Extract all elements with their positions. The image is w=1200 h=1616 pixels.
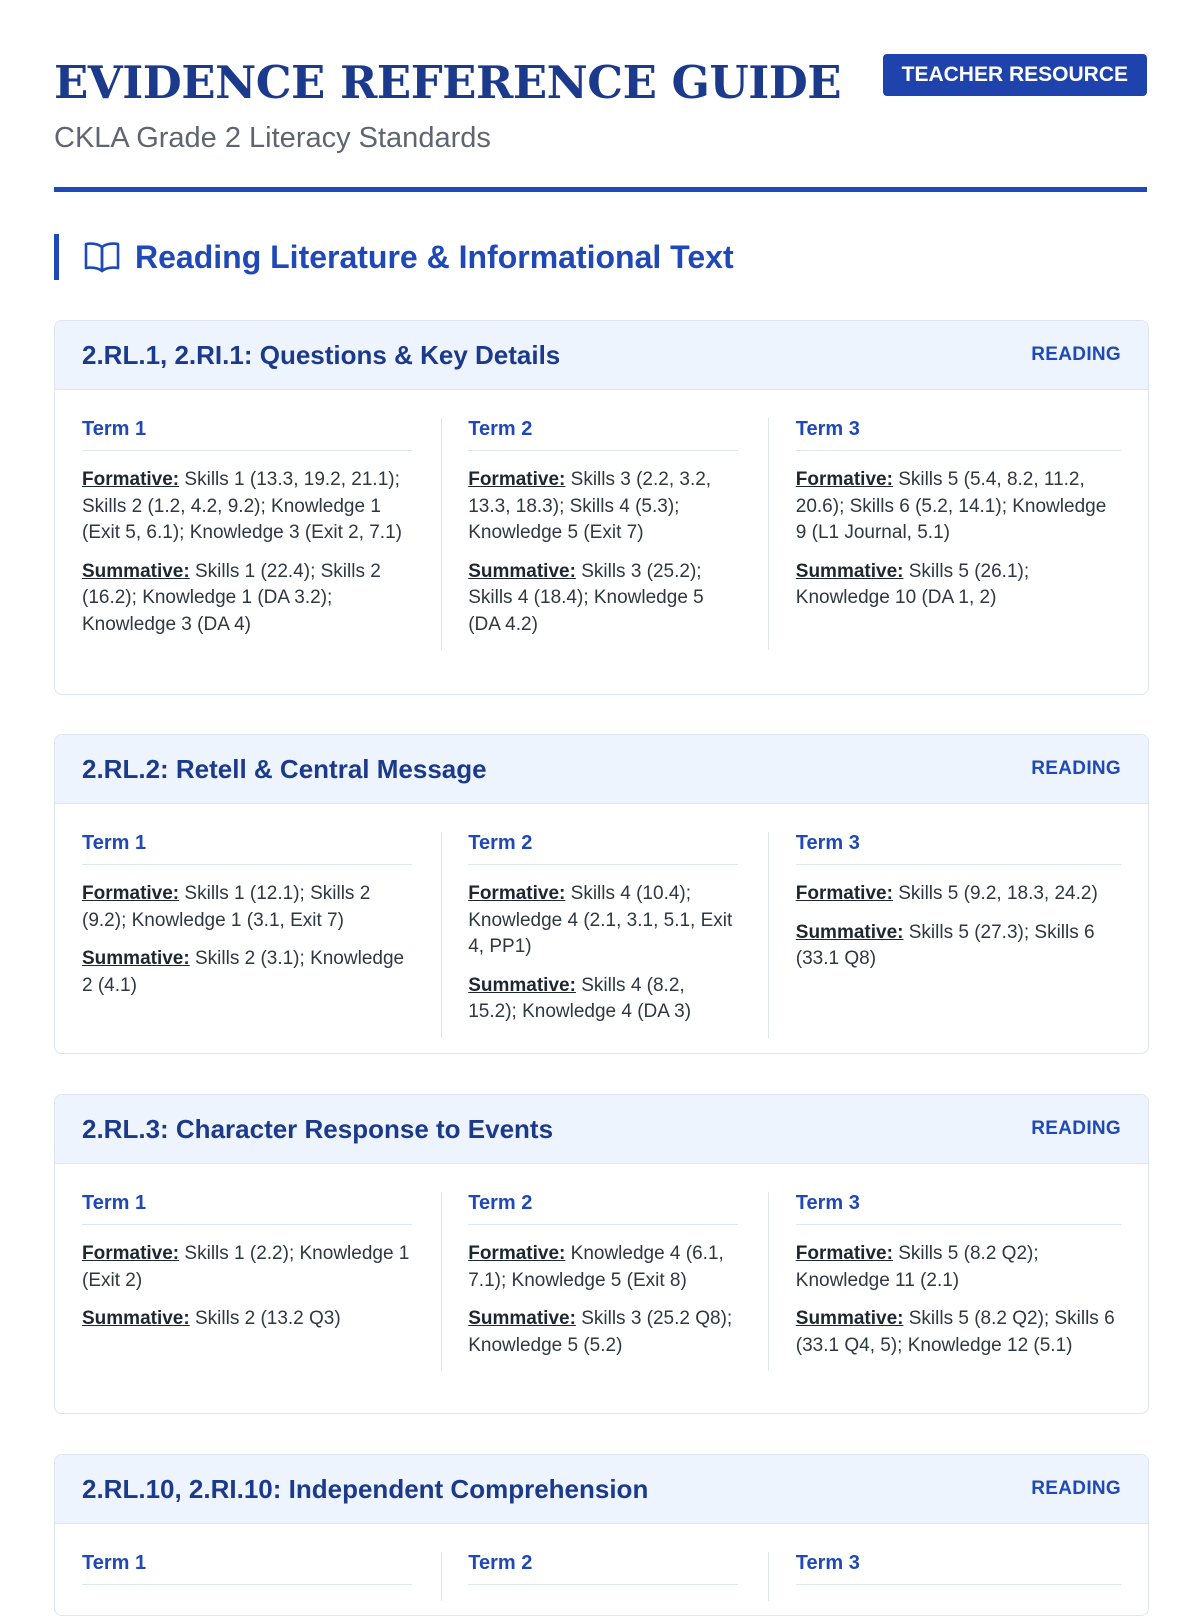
card-header — [55, 321, 1148, 390]
book-open-icon — [83, 241, 121, 273]
header-divider — [54, 187, 1147, 192]
summative-label: Summative: — [468, 560, 576, 582]
term-heading: Term 1 — [82, 1552, 412, 1585]
card-body — [55, 1524, 1148, 1601]
term-heading: Term 1 — [82, 418, 412, 451]
term-column — [768, 1552, 1121, 1601]
formative-text: Skills 5 (8.2 Q2); Knowledge 11 (2.1) — [795, 1243, 1039, 1291]
summative-text: Skills 2 (13.2 Q3) — [194, 1308, 341, 1329]
term-heading: Term 2 — [468, 1552, 738, 1585]
term-column — [441, 1552, 768, 1601]
formative-entry — [82, 1241, 412, 1294]
formative-entry — [468, 881, 738, 961]
standard-card — [54, 1094, 1149, 1414]
card-tag: READING — [1031, 1478, 1121, 1499]
term-column — [82, 1552, 441, 1601]
formative-text: Skills 1 (13.3, 19.2, 21.1); Skills 2 (1.2, 4.2, 9.2); Knowledge 1 (Exit 5, 6.1); Knowledge 3 (Exit 2, 7.1) — [82, 469, 402, 543]
summative-text: Skills 2 (3.1); Knowledge 2 (4.1) — [82, 948, 405, 996]
term-heading: Term 1 — [82, 832, 412, 865]
formative-text: Knowledge 4 (6.1, 7.1); Knowledge 5 (Exit 8) — [468, 1243, 724, 1291]
standard-card — [54, 320, 1149, 695]
standard-card — [54, 734, 1149, 1054]
term-heading: Term 1 — [82, 1192, 412, 1225]
term-heading: Term 3 — [796, 1552, 1121, 1585]
summative-text: Skills 5 (8.2 Q2); Skills 6 (33.1 Q4, 5); Knowledge 12 (5.1) — [795, 1308, 1115, 1356]
summative-entry — [82, 559, 412, 639]
formative-label: Formative: — [795, 883, 893, 904]
card-title: 2.RL.2: Retell & Central Message — [82, 753, 487, 784]
page-subtitle: CKLA Grade 2 Literacy Standards — [54, 122, 491, 154]
formative-text: Skills 1 (2.2); Knowledge 1 (Exit 2) — [82, 1243, 410, 1291]
summative-text: Skills 5 (26.1); Knowledge 10 (DA 1, 2) — [795, 560, 1030, 608]
term-heading: Term 2 — [468, 1192, 738, 1225]
standard-card — [54, 1454, 1149, 1616]
summative-entry — [468, 1306, 738, 1359]
page-title: EVIDENCE REFERENCE GUIDE — [54, 56, 842, 109]
formative-entry — [468, 467, 738, 547]
term-heading: Term 2 — [468, 832, 738, 865]
summative-entry — [796, 1306, 1121, 1359]
section-heading — [54, 233, 734, 281]
formative-label: Formative: — [795, 1243, 893, 1264]
summative-label: Summative: — [82, 1308, 190, 1329]
term-column — [82, 832, 441, 1038]
term-heading: Term 3 — [796, 832, 1121, 865]
card-title: 2.RL.10, 2.RI.10: Independent Comprehension — [82, 1473, 649, 1504]
term-column — [768, 418, 1121, 650]
term-heading: Term 3 — [796, 418, 1121, 451]
formative-entry — [468, 1241, 738, 1294]
summative-entry — [796, 920, 1121, 973]
summative-entry — [82, 946, 412, 999]
formative-label: Formative: — [795, 469, 893, 490]
formative-label: Formative: — [468, 883, 566, 904]
formative-text: Skills 5 (5.4, 8.2, 11.2, 20.6); Skills 6 (5.2, 14.1); Knowledge 9 (L1 Journal, 5.1) — [795, 469, 1107, 543]
summative-label: Summative: — [795, 921, 904, 943]
term-heading: Term 3 — [796, 1192, 1121, 1225]
formative-text: Skills 3 (2.2, 3.2, 13.3, 18.3); Skills 4 (5.3); Knowledge 5 (Exit 7) — [468, 469, 712, 543]
summative-label: Summative: — [82, 560, 190, 582]
card-tag: READING — [1031, 344, 1121, 365]
summative-text: Skills 1 (22.4); Skills 2 (16.2); Knowledge 1 (DA 3.2); Knowledge 3 (DA 4) — [82, 560, 381, 635]
formative-label: Formative: — [468, 469, 566, 490]
card-tag: READING — [1031, 1118, 1121, 1139]
summative-label: Summative: — [468, 1308, 576, 1329]
summative-text: Skills 5 (27.3); Skills 6 (33.1 Q8) — [795, 921, 1095, 969]
summative-label: Summative: — [795, 1308, 904, 1329]
formative-text: Skills 1 (12.1); Skills 2 (9.2); Knowledge 1 (3.1, Exit 7) — [82, 883, 371, 931]
term-column — [82, 418, 441, 650]
formative-entry — [82, 881, 412, 934]
summative-entry — [468, 973, 738, 1026]
section-accent-bar — [54, 234, 59, 280]
formative-entry — [796, 467, 1121, 547]
formative-entry — [82, 467, 412, 547]
summative-label: Summative: — [795, 560, 904, 582]
summative-entry — [796, 559, 1121, 612]
card-header — [55, 1095, 1148, 1164]
term-column — [441, 418, 768, 650]
card-body — [55, 804, 1148, 1038]
summative-text: Skills 3 (25.2 Q8); Knowledge 5 (5.2) — [468, 1308, 733, 1356]
card-body — [55, 390, 1148, 650]
header — [54, 52, 1147, 194]
formative-label: Formative: — [82, 469, 180, 490]
summative-label: Summative: — [468, 974, 576, 996]
summative-text: Skills 4 (8.2, 15.2); Knowledge 4 (DA 3) — [468, 974, 692, 1022]
section-title: Reading Literature & Informational Text — [135, 238, 734, 275]
card-tag: READING — [1031, 758, 1121, 779]
formative-entry — [796, 881, 1121, 908]
teacher-resource-badge: TEACHER RESOURCE — [883, 54, 1147, 96]
summative-entry — [82, 1306, 412, 1333]
formative-text: Skills 5 (9.2, 18.3, 24.2) — [898, 883, 1098, 904]
formative-text: Skills 4 (10.4); Knowledge 4 (2.1, 3.1, 5.1, Exit 4, PP1) — [468, 883, 733, 957]
term-heading: Term 2 — [468, 418, 738, 451]
term-column — [768, 1192, 1121, 1371]
formative-label: Formative: — [82, 883, 180, 904]
card-body — [55, 1164, 1148, 1371]
summative-label: Summative: — [82, 948, 190, 969]
term-column — [82, 1192, 441, 1371]
term-column — [768, 832, 1121, 1038]
card-header — [55, 1455, 1148, 1524]
formative-entry — [796, 1241, 1121, 1294]
term-column — [441, 832, 768, 1038]
summative-entry — [468, 559, 738, 639]
card-title: 2.RL.1, 2.RI.1: Questions & Key Details — [82, 339, 561, 370]
formative-label: Formative: — [468, 1243, 566, 1264]
card-title: 2.RL.3: Character Response to Events — [82, 1113, 554, 1144]
card-header — [55, 735, 1148, 804]
formative-label: Formative: — [82, 1243, 180, 1264]
summative-text: Skills 3 (25.2); Skills 4 (18.4); Knowledge 5 (DA 4.2) — [468, 560, 704, 635]
term-column — [441, 1192, 768, 1371]
